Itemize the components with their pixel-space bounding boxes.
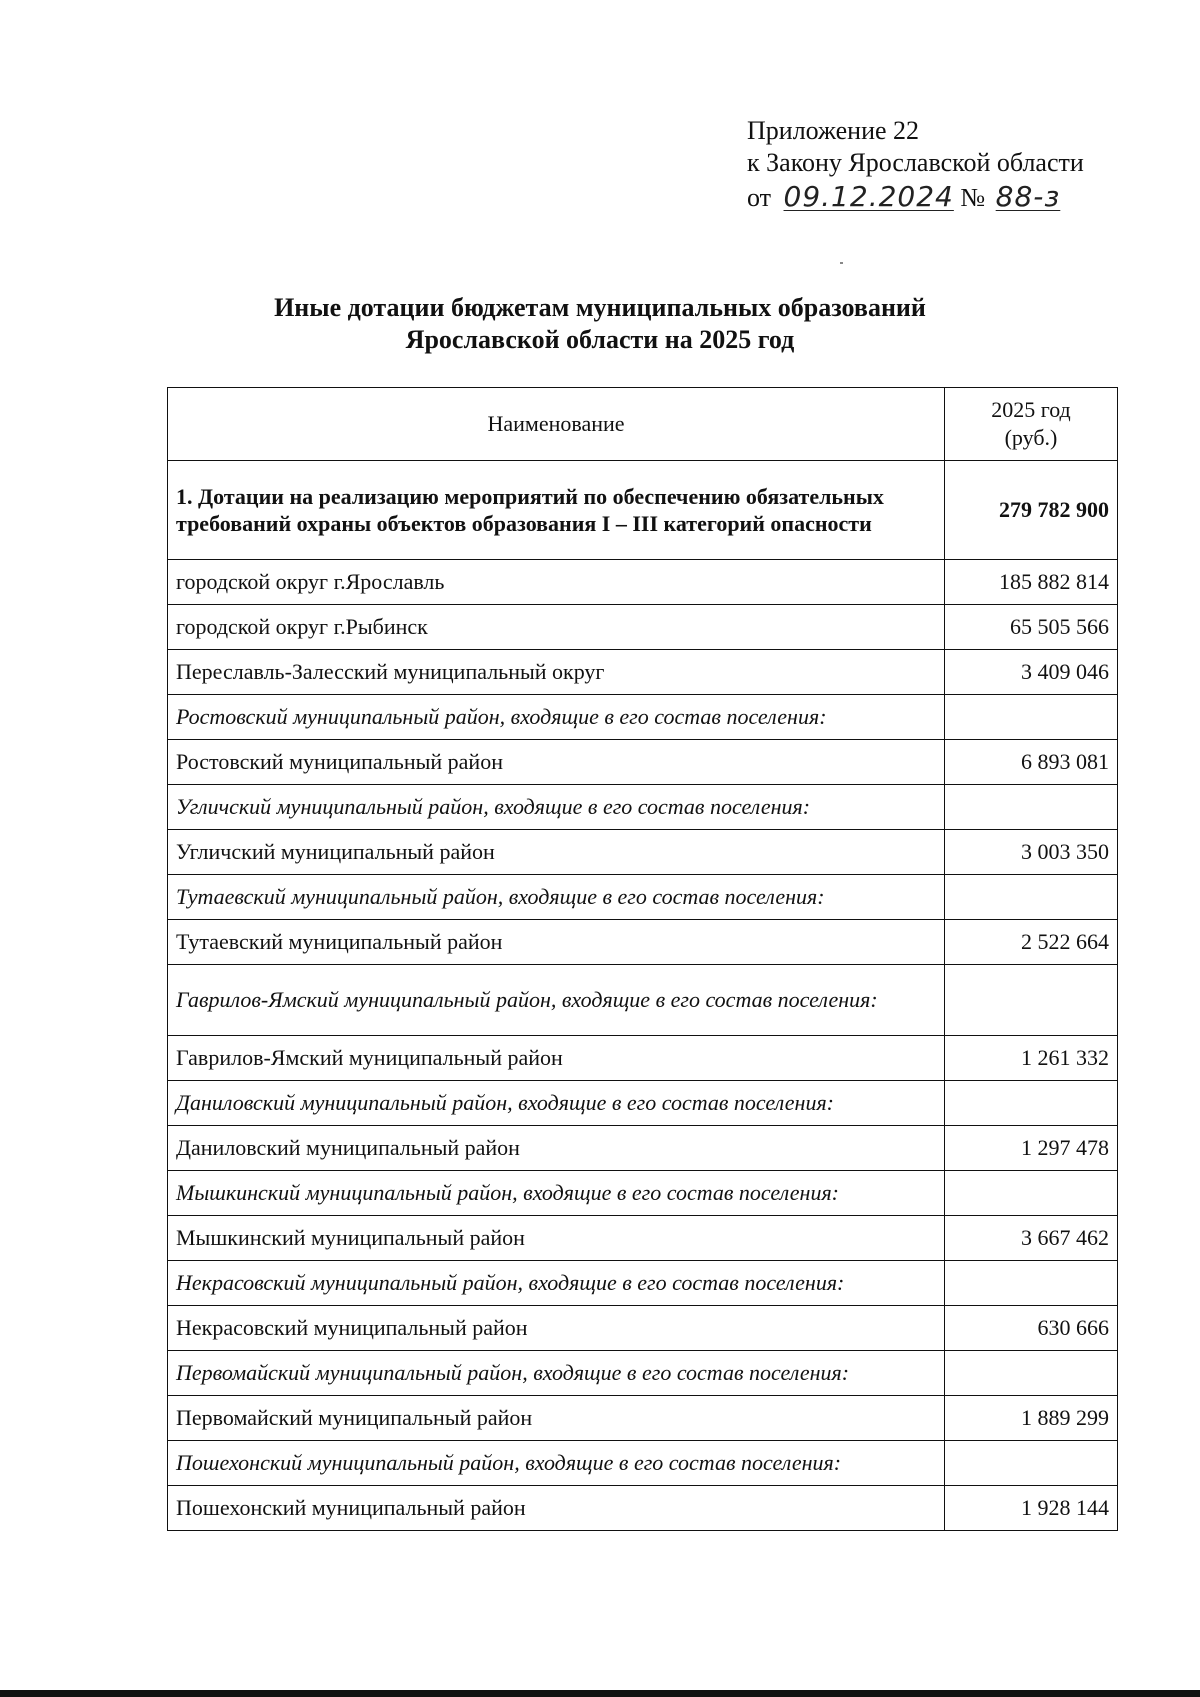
- row-name: Мышкинский муниципальный район, входящие в его состав поселения:: [168, 1171, 945, 1216]
- row-value: 185 882 814: [945, 560, 1118, 605]
- table-row: [168, 1306, 1118, 1351]
- subsidies-table: [167, 387, 1118, 1531]
- row-name: Тутаевский муниципальный район, входящие в его состав поселения:: [168, 875, 945, 920]
- table-row: [168, 1486, 1118, 1531]
- row-value: [945, 1171, 1118, 1216]
- row-name: Даниловский муниципальный район, входящие в его состав поселения:: [168, 1081, 945, 1126]
- table-row-district-heading: [168, 1351, 1118, 1396]
- row-value: [945, 875, 1118, 920]
- table-row: [168, 650, 1118, 695]
- row-name: Гаврилов-Ямский муниципальный район, входящие в его состав поселения:: [168, 965, 945, 1036]
- row-value: [945, 1441, 1118, 1486]
- table-row: [168, 740, 1118, 785]
- row-value: 630 666: [945, 1306, 1118, 1351]
- table-row-district-heading: [168, 1441, 1118, 1486]
- row-name: Даниловский муниципальный район: [168, 1126, 945, 1171]
- column-header-year: [945, 388, 1118, 461]
- row-value: 1 928 144: [945, 1486, 1118, 1531]
- row-value: [945, 695, 1118, 740]
- table-row: [168, 1036, 1118, 1081]
- row-value: [945, 1081, 1118, 1126]
- row-value: 3 003 350: [945, 830, 1118, 875]
- scan-bottom-edge: [0, 1690, 1200, 1697]
- row-value: 279 782 900: [945, 461, 1118, 560]
- row-value: 1 297 478: [945, 1126, 1118, 1171]
- row-value: [945, 1261, 1118, 1306]
- table-row-district-heading: [168, 1081, 1118, 1126]
- row-value: 3 667 462: [945, 1216, 1118, 1261]
- document-title: [0, 292, 1200, 356]
- row-value: 2 522 664: [945, 920, 1118, 965]
- table-row: [168, 1216, 1118, 1261]
- appendix-number: Приложение 22: [747, 116, 920, 145]
- handwritten-date: 09.12.2024: [783, 180, 954, 213]
- table-row: [168, 605, 1118, 650]
- row-name: Первомайский муниципальный район: [168, 1396, 945, 1441]
- appendix-block: [747, 115, 1084, 227]
- table-row-district-heading: [168, 1261, 1118, 1306]
- law-date-number-line: [747, 181, 1084, 227]
- table-row: [168, 830, 1118, 875]
- row-name: Ростовский муниципальный район, входящие в его состав поселения:: [168, 695, 945, 740]
- row-name: 1. Дотации на реализацию мероприятий по обеспечению обязательных требований охраны объектов образования I – III категорий опасности: [168, 461, 945, 560]
- table-row: [168, 1396, 1118, 1441]
- row-name: Некрасовский муниципальный район, входящие в его состав поселения:: [168, 1261, 945, 1306]
- title-line-1: Иные дотации бюджетам муниципальных образований: [274, 293, 926, 322]
- table-row: [168, 920, 1118, 965]
- appendix-law-reference: к Закону Ярославской области: [747, 148, 1084, 177]
- table-row-district-heading: [168, 965, 1118, 1036]
- table-row-district-heading: [168, 875, 1118, 920]
- table-row-district-heading: [168, 695, 1118, 740]
- table-row: [168, 560, 1118, 605]
- row-value: 6 893 081: [945, 740, 1118, 785]
- row-value: [945, 1351, 1118, 1396]
- row-name: городской округ г.Ярославль: [168, 560, 945, 605]
- table-row: [168, 1126, 1118, 1171]
- row-value: [945, 785, 1118, 830]
- row-name: Некрасовский муниципальный район: [168, 1306, 945, 1351]
- table-header-row: [168, 388, 1118, 461]
- table-row-section-total: [168, 461, 1118, 560]
- row-name: Ростовский муниципальный район: [168, 740, 945, 785]
- column-header-currency: (руб.): [1004, 425, 1058, 450]
- row-value: 1 261 332: [945, 1036, 1118, 1081]
- row-name: Переславль-Залесский муниципальный округ: [168, 650, 945, 695]
- row-name: Тутаевский муниципальный район: [168, 920, 945, 965]
- row-name: Пошехонский муниципальный район: [168, 1486, 945, 1531]
- column-header-year-label: 2025 год: [991, 397, 1071, 422]
- row-value: [945, 965, 1118, 1036]
- scan-speck: [840, 262, 843, 264]
- row-name: Гаврилов-Ямский муниципальный район: [168, 1036, 945, 1081]
- from-label: от: [747, 183, 772, 212]
- row-name: городской округ г.Рыбинск: [168, 605, 945, 650]
- table-row-district-heading: [168, 1171, 1118, 1216]
- table-row-district-heading: [168, 785, 1118, 830]
- handwritten-law-number: 88-з: [995, 180, 1061, 213]
- row-name: Мышкинский муниципальный район: [168, 1216, 945, 1261]
- number-sign: №: [960, 183, 986, 212]
- row-name: Пошехонский муниципальный район, входящие в его состав поселения:: [168, 1441, 945, 1486]
- row-value: 3 409 046: [945, 650, 1118, 695]
- row-name: Угличский муниципальный район: [168, 830, 945, 875]
- row-name: Первомайский муниципальный район, входящие в его состав поселения:: [168, 1351, 945, 1396]
- row-value: 65 505 566: [945, 605, 1118, 650]
- row-name: Угличский муниципальный район, входящие в его состав поселения:: [168, 785, 945, 830]
- column-header-name: Наименование: [168, 388, 945, 461]
- row-value: 1 889 299: [945, 1396, 1118, 1441]
- title-line-2: Ярославской области на 2025 год: [405, 325, 795, 354]
